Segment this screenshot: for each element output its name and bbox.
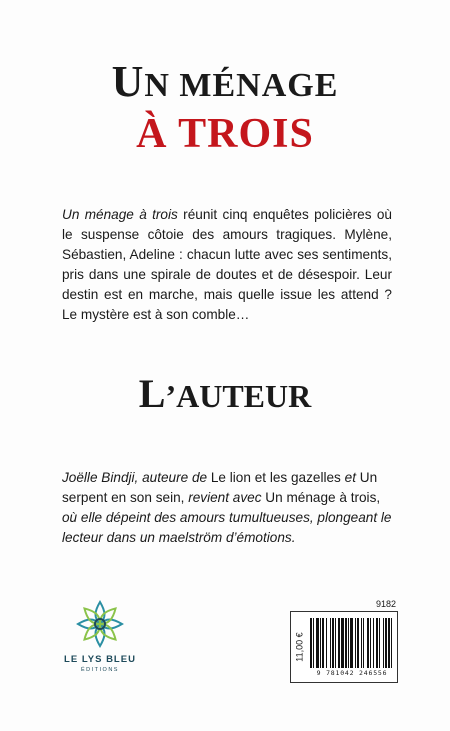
- barcode-icon: [309, 618, 395, 668]
- bio-part4: où elle dépeint des amours tumultueuses, plongeant le lecteur dans un maelström d’émotions.: [62, 510, 392, 545]
- barcode-bar: [376, 618, 378, 668]
- barcode-bar: [361, 618, 362, 668]
- barcode-bar: [341, 618, 344, 668]
- barcode-bar: [355, 618, 356, 668]
- barcode-bar: [379, 618, 380, 668]
- barcode-bar: [320, 618, 321, 668]
- barcode-bar: [373, 618, 374, 668]
- barcode-bar: [388, 618, 390, 668]
- bio-book1: Le lion et les gazelles: [210, 470, 341, 485]
- barcode-bar: [316, 618, 319, 668]
- bio-part1: Joëlle Bindji, auteure de: [62, 470, 211, 485]
- barcode-bar: [332, 618, 334, 668]
- summary-text: réunit cinq enquêtes policières où le suspense côtoie des amours tragiques. Mylène, Sébastien, Adeline : chacun lutte avec ses sentiments, pris dans une spirale de doutes et de désespoir. Leur destin est en marche, mais quelle issue les attend ? Le mystère est à son comble…: [62, 207, 392, 322]
- barcode-bar: [391, 618, 392, 668]
- barcode-bar: [348, 618, 349, 668]
- barcode-bar: [330, 618, 331, 668]
- author-bio: [62, 468, 392, 548]
- product-code: 9182: [375, 599, 396, 609]
- barcode-bar: [370, 618, 371, 668]
- barcode-bar: [367, 618, 369, 668]
- bio-book2: Un serpent en son sein,: [62, 470, 378, 505]
- publisher-subtitle: ÉDITIONS: [81, 667, 119, 673]
- price-text: 11,00 €: [295, 632, 305, 662]
- barcode-bar: [322, 618, 324, 668]
- barcode-bar: [313, 618, 314, 668]
- price-label: [293, 616, 307, 678]
- barcode-bar: [345, 618, 347, 668]
- publisher-logo: [60, 598, 140, 698]
- author-heading: [0, 370, 450, 417]
- barcode-bar: [357, 618, 359, 668]
- summary-paragraph: [62, 205, 392, 325]
- book-title-line2: À TROIS: [136, 111, 314, 157]
- bio-part3: revient avec: [184, 490, 266, 505]
- barcode-bar: [383, 618, 384, 668]
- bio-book3: Un ménage à trois,: [265, 490, 381, 505]
- book-title-line1: [0, 56, 450, 107]
- barcode-bar: [363, 618, 364, 668]
- summary-title: Un ménage à trois: [62, 207, 178, 222]
- author-heading-initial: L: [138, 371, 166, 416]
- barcode-box: [290, 611, 398, 683]
- title-rest: N MÉNAGE: [144, 67, 339, 104]
- barcode-bar: [350, 618, 353, 668]
- publisher-name: LE LYS BLEU: [64, 654, 136, 665]
- bio-part2: et: [340, 470, 360, 485]
- barcode-bar: [310, 618, 312, 668]
- barcode-bar: [335, 618, 336, 668]
- barcode-bar: [326, 618, 327, 668]
- author-heading-rest: ’AUTEUR: [165, 378, 312, 414]
- lotus-icon: [74, 598, 126, 650]
- title-initial: U: [111, 57, 145, 106]
- barcode-bar: [385, 618, 387, 668]
- isbn-digits: 9 781042 246556: [316, 669, 388, 677]
- barcode-bar: [338, 618, 340, 668]
